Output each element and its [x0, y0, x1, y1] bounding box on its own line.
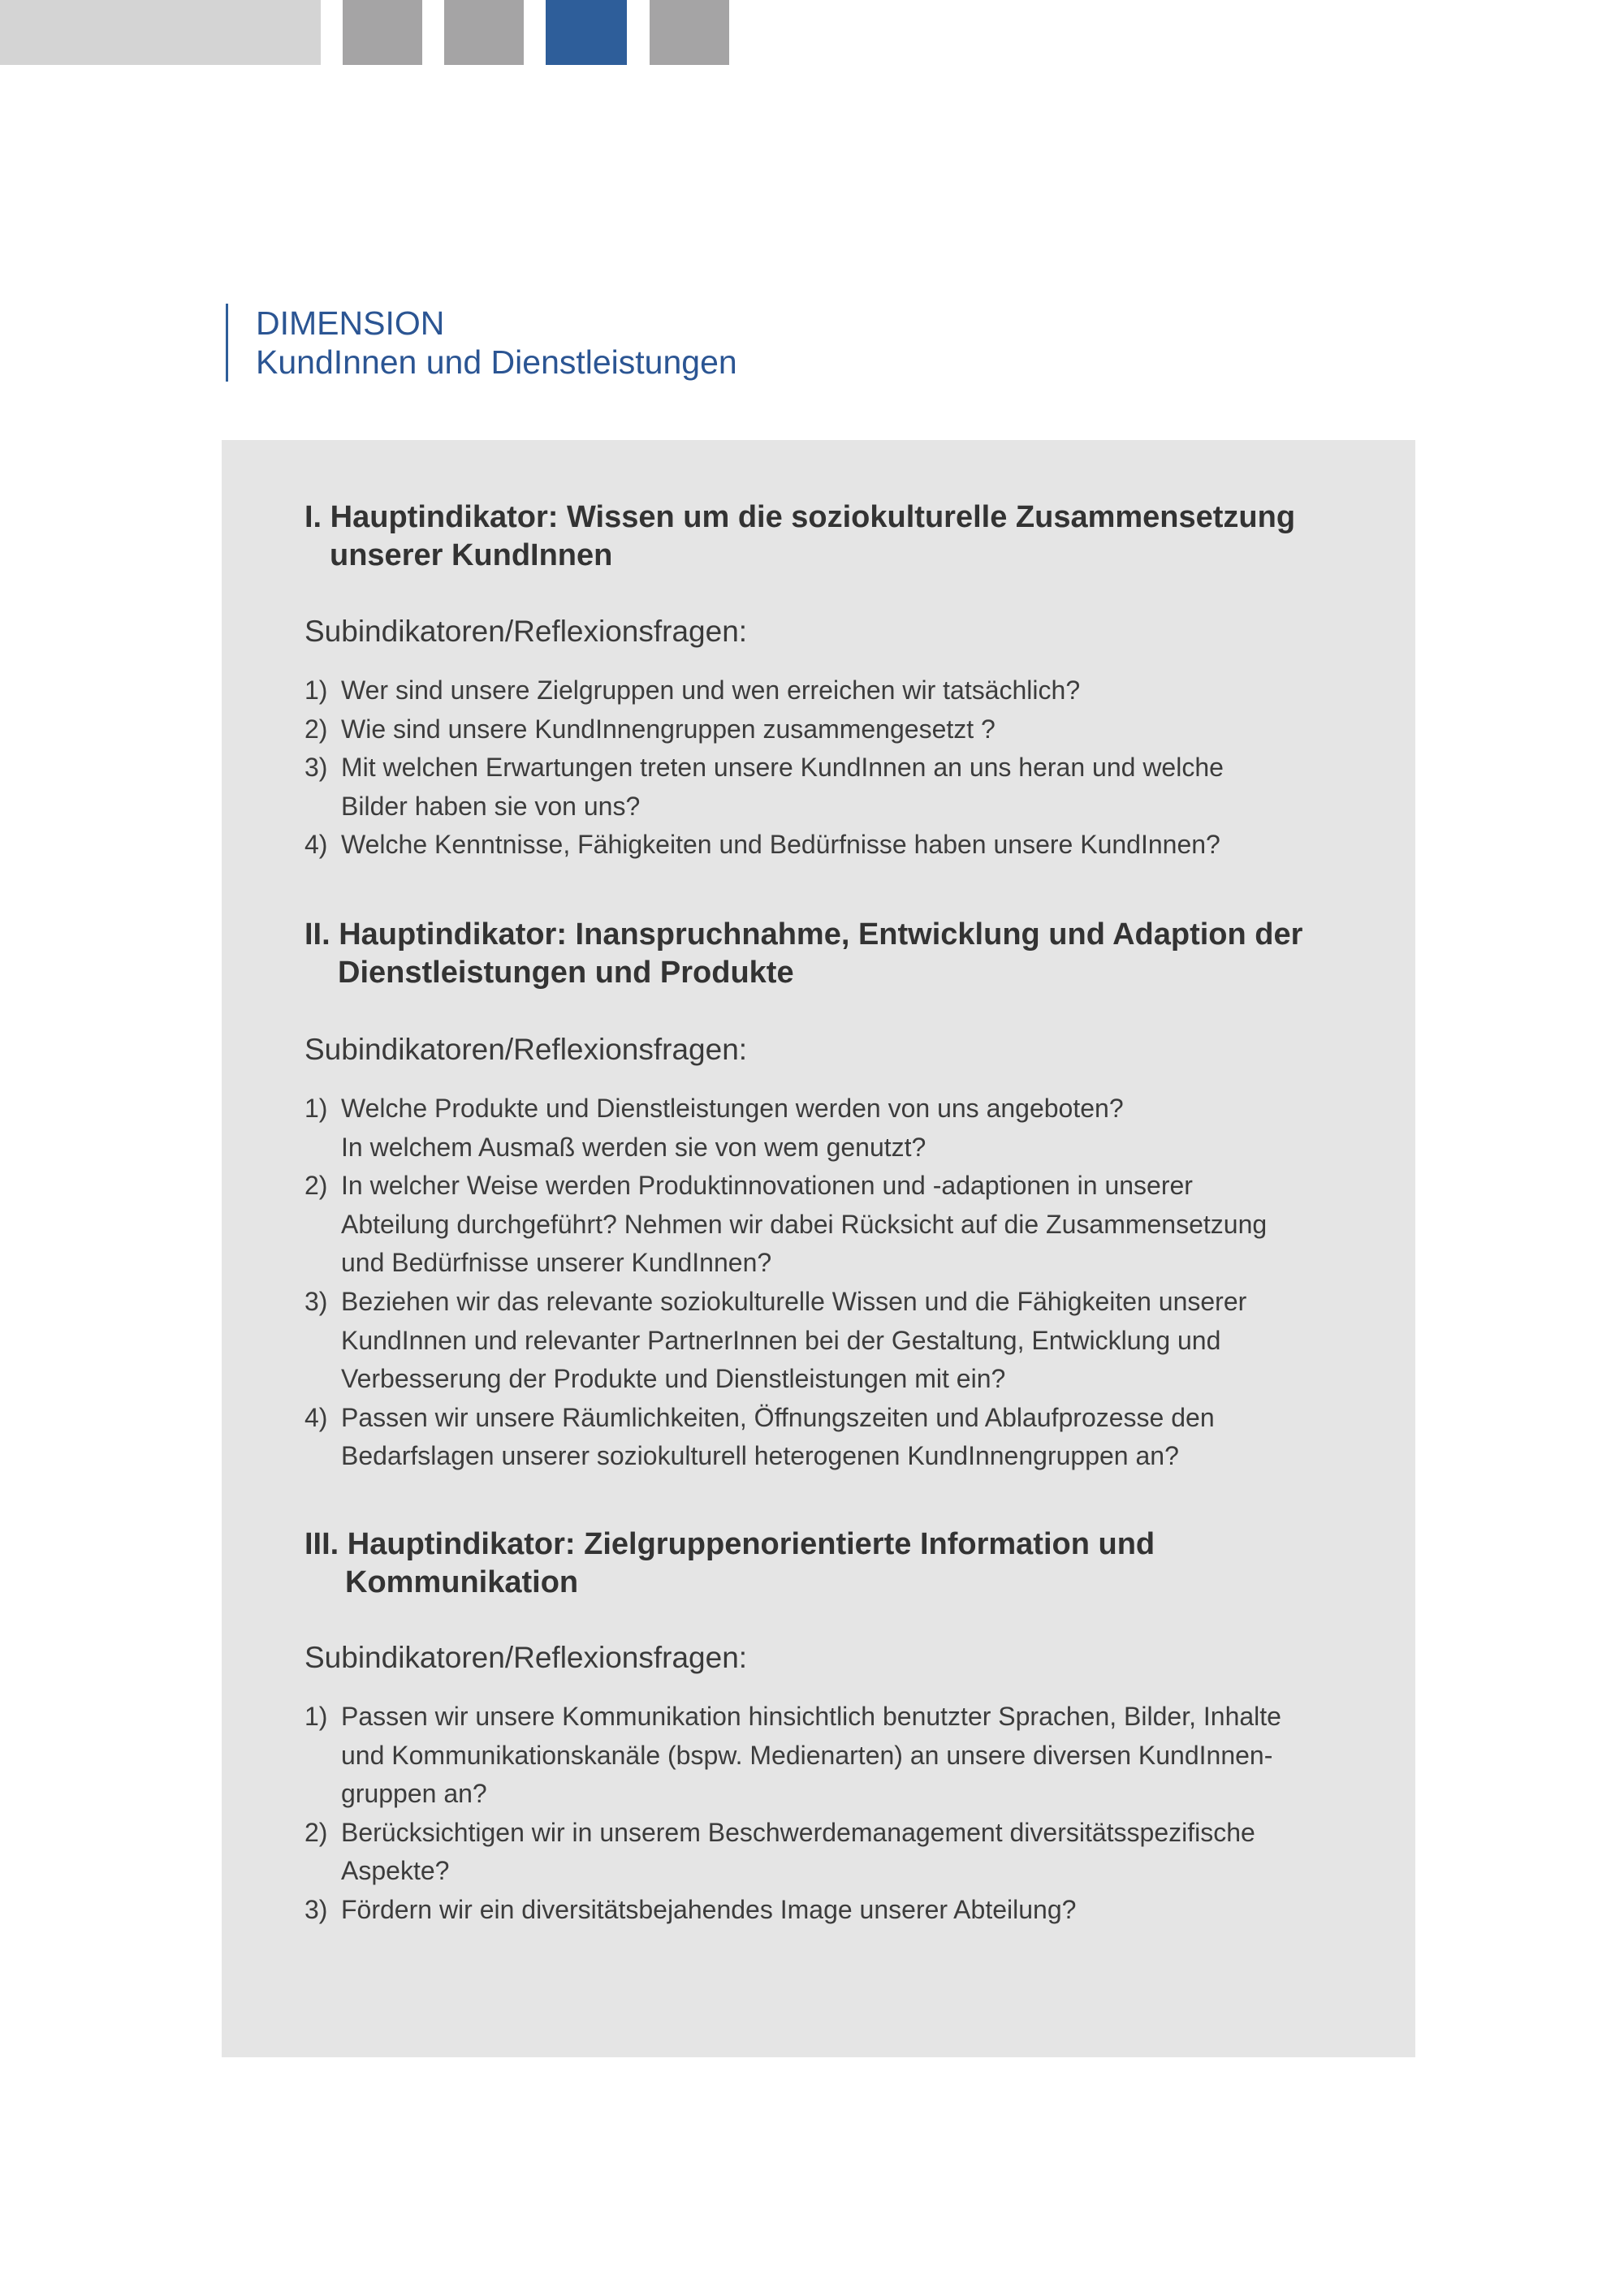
list-item-text: Passen wir unsere Räumlichkeiten, Öffnungszeiten und Ablaufprozesse den	[341, 1402, 1215, 1432]
list-item-text: Aspekte?	[341, 1856, 450, 1886]
list-item-text: Bilder haben sie von uns?	[341, 791, 641, 821]
list-item	[304, 1891, 1336, 1930]
list-item-text: Berücksichtigen wir in unserem Beschwerdemanagement diversitätsspezifische	[341, 1817, 1255, 1847]
section-2-heading-line-1: II. Hauptindikator: Inanspruchnahme, Entwicklung und Adaption der	[304, 917, 1303, 952]
list-item	[304, 1698, 1336, 1814]
section-1	[304, 498, 1336, 860]
section-3	[304, 1526, 1336, 1924]
list-item	[304, 1090, 1336, 1167]
section-2-heading	[304, 916, 1336, 992]
list-item	[304, 1283, 1336, 1399]
list-item-text: Mit welchen Erwartungen treten unsere KundInnen an uns heran und welche	[341, 753, 1224, 783]
section-2-subheading: Subindikatoren/Reflexionsfragen:	[304, 1033, 748, 1066]
list-item-text: Beziehen wir das relevante soziokulturelle Wissen und die Fähigkeiten unserer	[341, 1286, 1247, 1316]
list-item	[304, 671, 1336, 710]
list-item-text: KundInnen und relevanter PartnerInnen bei der Gestaltung, Entwicklung und	[341, 1325, 1221, 1355]
list-item-text: Abteilung durchgeführt? Nehmen wir dabei Rücksicht auf die Zusammensetzung	[341, 1209, 1268, 1239]
header-tab-blue	[546, 0, 627, 65]
list-item-number: 3)	[304, 1286, 328, 1316]
dimension-title: KundInnen und Dienstleistungen	[256, 343, 737, 381]
section-2-question-list	[304, 1090, 1336, 1476]
list-item-text: Welche Kenntnisse, Fähigkeiten und Bedürfnisse haben unsere KundInnen?	[341, 830, 1220, 860]
header-bar	[0, 0, 321, 65]
list-item	[304, 1399, 1336, 1476]
list-item-text: gruppen an?	[341, 1779, 487, 1809]
list-item-text: und Kommunikationskanäle (bspw. Medienarten) an unsere diversen KundInnen-	[341, 1740, 1273, 1770]
list-item	[304, 1167, 1336, 1283]
section-1-heading-line-1: I. Hauptindikator: Wissen um die soziokulturelle Zusammensetzung	[304, 500, 1296, 534]
list-item-number: 2)	[304, 1817, 328, 1847]
section-3-heading-line-2: Kommunikation	[345, 1565, 579, 1599]
list-item-number: 2)	[304, 714, 328, 744]
section-1-subheading: Subindikatoren/Reflexionsfragen:	[304, 615, 748, 648]
list-item-number: 3)	[304, 1894, 328, 1924]
section-3-heading-line-1: III. Hauptindikator: Zielgruppenorientierte Information und	[304, 1527, 1155, 1561]
list-item-text: Bedarfslagen unserer soziokulturell heterogenen KundInnengruppen an?	[341, 1441, 1179, 1471]
list-item-text: und Bedürfnisse unserer KundInnen?	[341, 1248, 772, 1278]
dimension-heading	[226, 304, 737, 382]
section-3-heading	[304, 1526, 1336, 1602]
list-item	[304, 710, 1336, 749]
list-item-number: 4)	[304, 1402, 328, 1432]
section-1-heading-line-2: unserer KundInnen	[330, 538, 613, 572]
section-3-subheading: Subindikatoren/Reflexionsfragen:	[304, 1641, 748, 1674]
list-item-number: 1)	[304, 675, 328, 705]
section-2-heading-line-2: Dienstleistungen und Produkte	[338, 956, 794, 990]
list-item-number: 4)	[304, 830, 328, 860]
list-item-text: In welchem Ausmaß werden sie von wem genutzt?	[341, 1132, 926, 1162]
list-item-number: 3)	[304, 753, 328, 783]
list-item-number: 1)	[304, 1094, 328, 1123]
list-item-text: Wie sind unsere KundInnengruppen zusammengesetzt ?	[341, 714, 996, 744]
list-item-text: In welcher Weise werden Produktinnovationen und -adaptionen in unserer	[341, 1171, 1193, 1201]
list-item-text: Passen wir unsere Kommunikation hinsichtlich benutzter Sprachen, Bilder, Inhalte	[341, 1702, 1281, 1731]
header-tab-gray-1	[343, 0, 422, 65]
dimension-label: DIMENSION	[256, 304, 445, 342]
header-tab-gray-3	[650, 0, 729, 65]
list-item	[304, 749, 1336, 826]
list-item	[304, 826, 1336, 865]
list-item-number: 1)	[304, 1702, 328, 1731]
header-tab-gray-2	[444, 0, 524, 65]
section-2	[304, 916, 1336, 1471]
section-1-question-list	[304, 671, 1336, 865]
list-item-text: Fördern wir ein diversitätsbejahendes Image unserer Abteilung?	[341, 1894, 1077, 1924]
list-item-number: 2)	[304, 1171, 328, 1201]
list-item-text: Wer sind unsere Zielgruppen und wen erreichen wir tatsächlich?	[341, 675, 1081, 705]
list-item-text: Verbesserung der Produkte und Dienstleistungen mit ein?	[341, 1364, 1006, 1394]
section-3-question-list	[304, 1698, 1336, 1930]
list-item-text: Welche Produkte und Dienstleistungen werden von uns angeboten?	[341, 1094, 1124, 1123]
section-1-heading	[304, 498, 1336, 575]
list-item	[304, 1814, 1336, 1891]
